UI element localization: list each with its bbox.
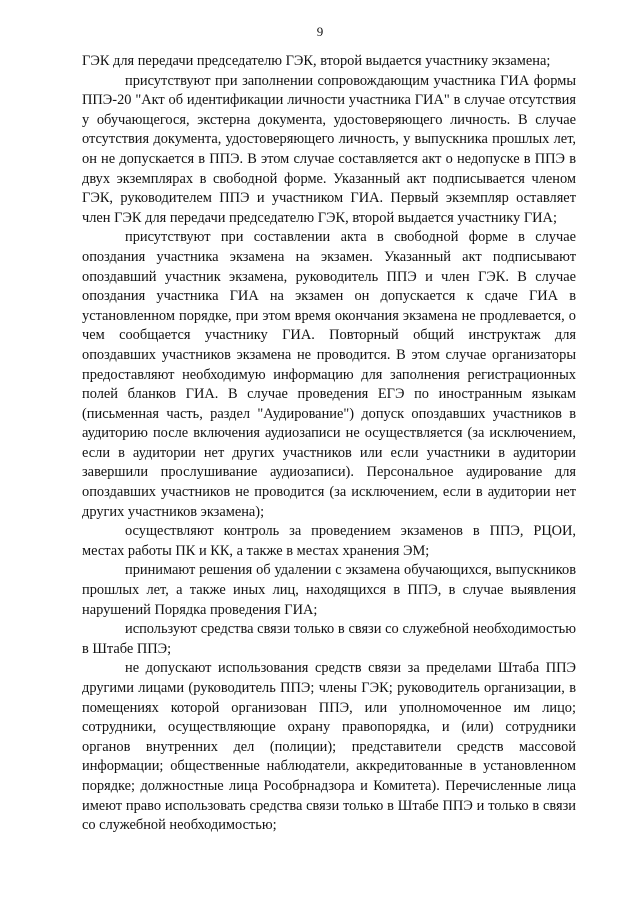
paragraph-exam-control: осуществляют контроль за проведением экзаменов в ППЭ, РЦОИ, местах работы ПК и КК, а также в местах хранения ЭМ; [82, 523, 576, 559]
paragraph-removal-decisions: принимают решения об удалении с экзамена обучающихся, выпускников прошлых лет, а также иных лиц, находящихся в ППЭ, в случае выявления нарушений Порядка проведения ГИА; [82, 562, 576, 618]
paragraph-communication-restrictions: не допускают использования средств связи за пределами Штаба ППЭ другими лицами (руководитель ППЭ; члены ГЭК; руководитель организации, в помещениях которой организован ППЭ, или уполномоченное им лицо; сотрудники, осуществляющие охрану правопорядка, и (или) сотрудники органов внутренних дел (полиции); представители средств массовой информации; общественные наблюдатели, аккредитованные в установленном порядке; должностные лица Рособрнадзора и Комитета). Перечисленные лица имеют право использовать средства связи только в Штабе ППЭ и только в связи со служебной необходимостью; [82, 660, 576, 834]
document-body [82, 52, 576, 836]
paragraph-continuation: ГЭК для передачи председателю ГЭК, второй выдается участнику экзамена; [82, 53, 551, 69]
paragraph-communication-use: используют средства связи только в связи со служебной необходимостью в Штабе ППЭ; [82, 621, 576, 657]
page-number: 9 [316, 24, 324, 39]
paragraph-late-arrival-act: присутствуют при составлении акта в свободной форме в случае опоздания участника экзамена на экзамен. Указанный акт подписывают опоздавший участник экзамена, руководитель ППЭ и член ГЭК. В случае опоздания участника ГИА на экзамен он допускается к сдаче ГИА в установленном порядке, при этом время окончания экзамена не продлевается, о чем сообщается участнику ГИА. Повторный общий инструктаж для опоздавших участников экзамена не проводится. В этом случае организаторы предоставляют необходимую информацию для заполнения регистрационных полей бланков ГИА. В случае проведения ЕГЭ по иностранным языкам (письменная часть, раздел "Аудирование") допуск опоздавших участников в аудиторию после включения аудиозаписи не осуществляется (за исключением, если в аудитории нет других участников или если участники в аудитории завершили прослушивание аудиозаписи). Персональное аудирование для опоздавших участников не проводится (за исключением, если в аудитории нет других участников экзамена); [82, 229, 576, 520]
paragraph-identification-act: присутствуют при заполнении сопровождающим участника ГИА формы ППЭ-20 "Акт об идентификации личности участника ГИА" в случае отсутствия у обучающегося, экстерна документа, удостоверяющего личность. В случае отсутствия документа, удостоверяющего личность, у выпускника прошлых лет, он не допускается в ППЭ. В этом случае составляется акт о недопуске в ППЭ в двух экземплярах в свободной форме. Указанный акт подписывается членом ГЭК, руководителем ППЭ и участником ГИА. Первый экземпляр оставляет член ГЭК для передачи председателю ГЭК, второй выдается участнику ГИА; [82, 72, 576, 226]
